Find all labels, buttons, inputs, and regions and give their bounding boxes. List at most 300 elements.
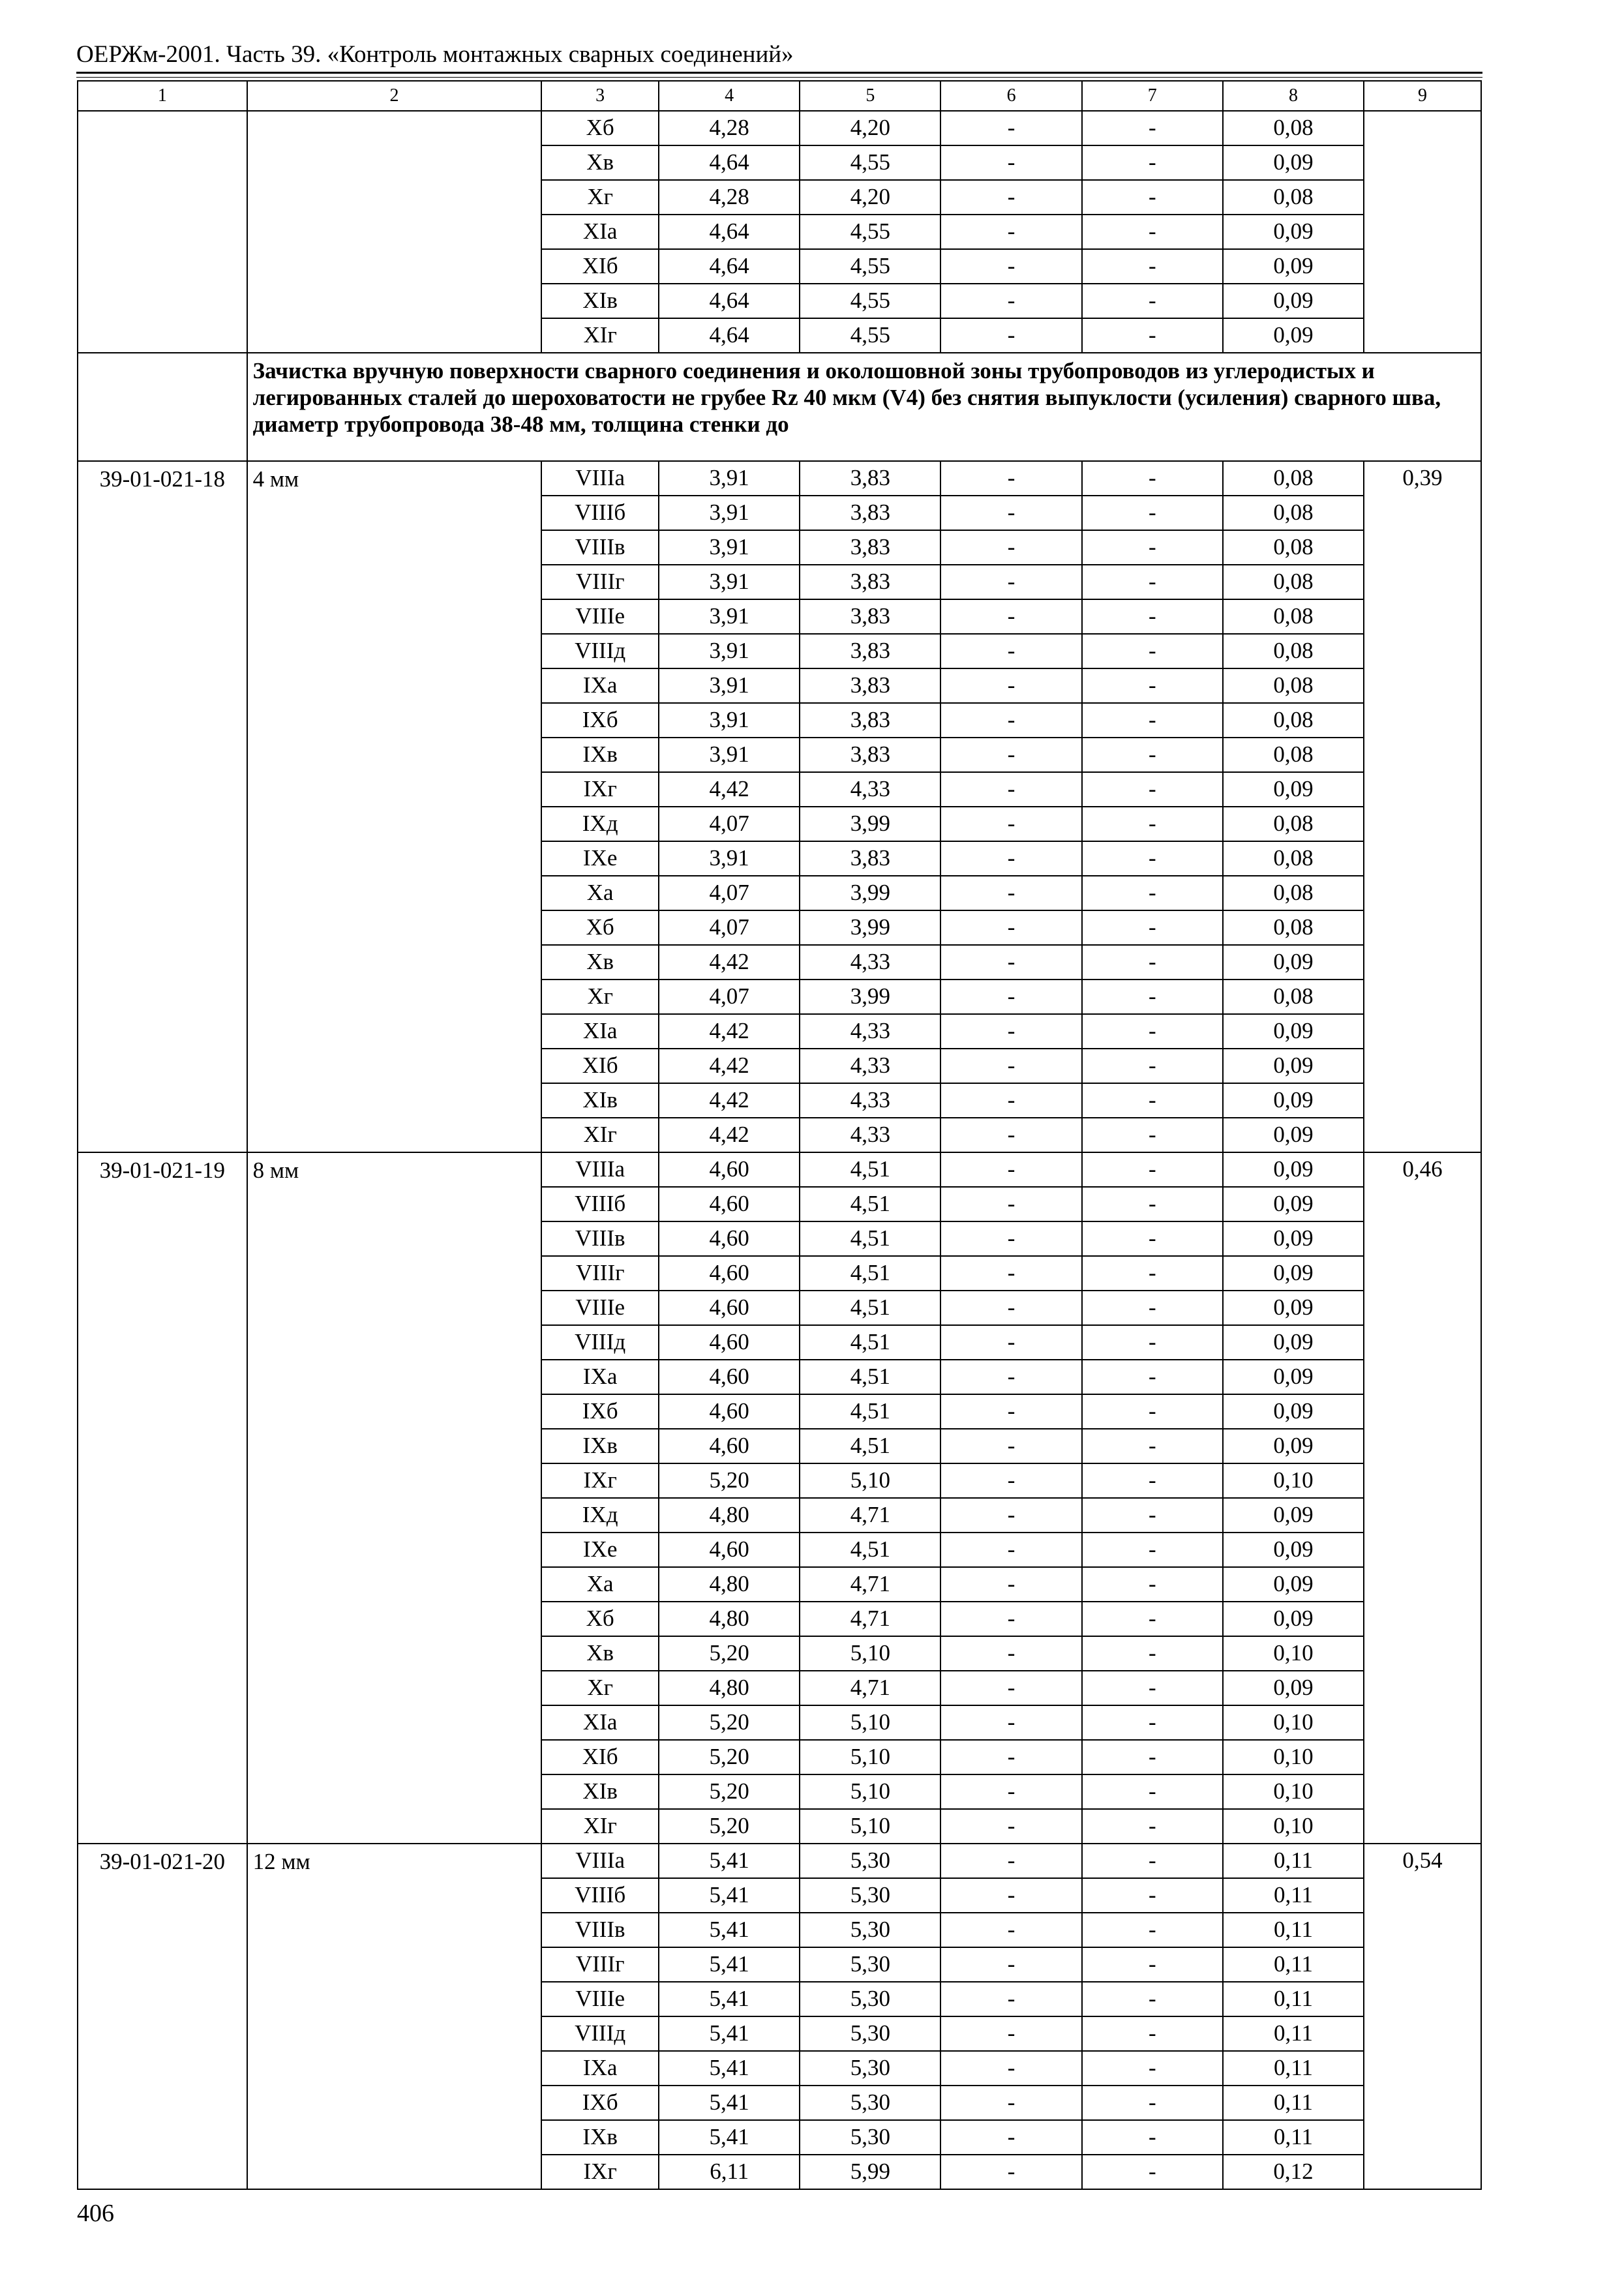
cell-col-3: VIIIе [541,1982,659,2016]
cell-col-3: Xг [541,1671,659,1705]
cell-col-3: Xб [541,1602,659,1636]
cell-col-5: 4,20 [800,180,940,215]
cell-col-5: 4,71 [800,1602,940,1636]
cell-col-8: 0,09 [1223,1256,1364,1291]
cell-col-3: IXг [541,772,659,807]
cell-col-7: - [1082,1913,1223,1947]
cell-col-7: - [1082,1498,1223,1533]
cell-col-6: - [940,1498,1081,1533]
cell-col-3: IXд [541,807,659,841]
cell-col-8: 0,11 [1223,2051,1364,2086]
cell-col-6: - [940,772,1081,807]
cell-col-4: 4,60 [659,1533,800,1567]
cell-col-6: - [940,1705,1081,1740]
cell-col-4: 5,41 [659,1844,800,1878]
cell-col-6: - [940,634,1081,668]
cell-col-3: IXв [541,738,659,772]
column-number: 7 [1082,81,1223,111]
cell-col-6: - [940,1602,1081,1636]
cell-col-8: 0,09 [1223,1498,1364,1533]
cell-col-7: - [1082,910,1223,945]
cell-col-7: - [1082,1325,1223,1360]
cell-col-3: VIIIв [541,1913,659,1947]
cell-col-4: 3,91 [659,703,800,738]
column-number: 8 [1223,81,1364,111]
cell-col-3: XIг [541,1809,659,1844]
cell-col-7: - [1082,807,1223,841]
cell-col-5: 5,30 [800,2016,940,2051]
cell-col-7: - [1082,461,1223,496]
cell-col-7: - [1082,145,1223,180]
col9-value: 0,46 [1364,1152,1481,1844]
cell-col-5: 4,51 [800,1152,940,1187]
cell-col-3: IXа [541,1360,659,1394]
col9-value: 0,54 [1364,1844,1481,2189]
cell-col-5: 3,83 [800,530,940,565]
cell-col-8: 0,10 [1223,1636,1364,1671]
cell-col-6: - [940,1014,1081,1049]
cell-col-6: - [940,1982,1081,2016]
cell-col-6: - [940,841,1081,876]
cell-col-4: 4,60 [659,1429,800,1463]
cell-col-6: - [940,1049,1081,1083]
cell-col-5: 5,10 [800,1463,940,1498]
cell-col-4: 5,41 [659,2051,800,2086]
cell-col-7: - [1082,1844,1223,1878]
cell-col-7: - [1082,668,1223,703]
cell-col-4: 5,20 [659,1809,800,1844]
cell-col-4: 5,20 [659,1463,800,1498]
cell-col-6: - [940,1118,1081,1152]
cell-col-6: - [940,945,1081,980]
cell-col-4: 4,60 [659,1325,800,1360]
cell-col-7: - [1082,1083,1223,1118]
cell-col-7: - [1082,1740,1223,1774]
cell-col-4: 5,20 [659,1636,800,1671]
wall-thickness: 12 мм [247,1844,542,2189]
cell-col-4: 4,42 [659,1083,800,1118]
cell-col-5: 4,20 [800,111,940,145]
cell-col-6: - [940,180,1081,215]
cell-col-3: VIIIа [541,1844,659,1878]
cell-col-5: 5,30 [800,1982,940,2016]
cell-col-8: 0,08 [1223,496,1364,530]
cell-col-4: 4,42 [659,1049,800,1083]
cell-col-5: 4,71 [800,1498,940,1533]
cell-col-4: 4,07 [659,807,800,841]
cell-col-8: 0,08 [1223,111,1364,145]
cell-col-8: 0,09 [1223,215,1364,249]
cell-col-8: 0,09 [1223,1360,1364,1394]
cell-col-6: - [940,2051,1081,2086]
cell-col-5: 5,30 [800,1913,940,1947]
cell-col-5: 3,83 [800,599,940,634]
cell-col-5: 4,55 [800,145,940,180]
norm-code: 39-01-021-20 [78,1844,247,2189]
cell-col-4: 4,64 [659,284,800,318]
cell-col-7: - [1082,284,1223,318]
cell-col-3: Xв [541,945,659,980]
cell-col-4: 4,28 [659,180,800,215]
cell-col-5: 3,83 [800,565,940,599]
column-number: 2 [247,81,542,111]
cell-col-7: - [1082,1982,1223,2016]
cell-col-4: 3,91 [659,530,800,565]
cell-col-7: - [1082,2016,1223,2051]
cell-col-7: - [1082,1394,1223,1429]
cell-col-4: 4,64 [659,145,800,180]
cell-col-5: 4,55 [800,284,940,318]
cell-col-8: 0,09 [1223,1049,1364,1083]
cell-col-5: 4,55 [800,215,940,249]
cell-col-3: XIв [541,1083,659,1118]
cell-col-6: - [940,1636,1081,1671]
cell-col-8: 0,11 [1223,1844,1364,1878]
cell-col-6: - [940,1533,1081,1567]
cell-col-6: - [940,703,1081,738]
cell-col-5: 3,99 [800,910,940,945]
cell-col-7: - [1082,1221,1223,1256]
cell-col-6: - [940,249,1081,284]
cell-col-3: VIIIб [541,1878,659,1913]
cell-col-4: 4,42 [659,945,800,980]
cell-col-8: 0,10 [1223,1463,1364,1498]
cell-col-4: 4,28 [659,111,800,145]
cell-col-3: Xв [541,145,659,180]
cell-col-7: - [1082,980,1223,1014]
cell-col-7: - [1082,1705,1223,1740]
cell-col-3: XIб [541,1740,659,1774]
cell-col-7: - [1082,2120,1223,2155]
cell-col-8: 0,11 [1223,2016,1364,2051]
cell-col-7: - [1082,1187,1223,1221]
cell-col-3: VIIIг [541,1947,659,1982]
cell-col-4: 3,91 [659,841,800,876]
cell-col-3: IXв [541,1429,659,1463]
cell-col-7: - [1082,703,1223,738]
cell-col-6: - [940,530,1081,565]
cell-col-4: 4,80 [659,1602,800,1636]
cell-col-3: IXа [541,2051,659,2086]
cell-col-5: 3,83 [800,668,940,703]
cell-col-5: 5,10 [800,1705,940,1740]
cell-col-3: VIIIв [541,530,659,565]
cell-col-4: 6,11 [659,2155,800,2189]
cell-col-6: - [940,1913,1081,1947]
cell-col-5: 3,83 [800,841,940,876]
cell-col-5: 5,30 [800,1844,940,1878]
cell-col-5: 3,83 [800,634,940,668]
cell-col-3: VIIIд [541,634,659,668]
cell-col-4: 5,20 [659,1740,800,1774]
column-number: 4 [659,81,800,111]
cell-col-4: 4,07 [659,910,800,945]
cell-col-8: 0,08 [1223,180,1364,215]
cell-col-8: 0,09 [1223,945,1364,980]
cell-col-3: XIа [541,215,659,249]
cell-col-7: - [1082,599,1223,634]
cell-col-7: - [1082,1360,1223,1394]
cell-col-8: 0,09 [1223,145,1364,180]
cell-col-6: - [940,1325,1081,1360]
cell-col-4: 3,91 [659,461,800,496]
cell-col-7: - [1082,1014,1223,1049]
cell-col-6: - [940,1394,1081,1429]
norm-code: 39-01-021-18 [78,461,247,1152]
blank-code-cell [78,111,247,353]
cell-col-7: - [1082,1809,1223,1844]
cell-col-5: 4,51 [800,1291,940,1325]
cell-col-4: 4,80 [659,1498,800,1533]
cell-col-4: 3,91 [659,668,800,703]
cell-col-8: 0,08 [1223,461,1364,496]
cell-col-3: XIа [541,1705,659,1740]
cell-col-6: - [940,738,1081,772]
cell-col-5: 4,51 [800,1533,940,1567]
cell-col-5: 3,83 [800,461,940,496]
cell-col-4: 3,91 [659,634,800,668]
header-rule-thin [76,77,1482,78]
cell-col-3: VIIIг [541,565,659,599]
cell-col-6: - [940,565,1081,599]
cell-col-6: - [940,1221,1081,1256]
cell-col-4: 4,60 [659,1360,800,1394]
column-number: 3 [541,81,659,111]
cell-col-7: - [1082,2051,1223,2086]
cell-col-5: 4,51 [800,1325,940,1360]
cell-col-8: 0,09 [1223,318,1364,353]
column-number: 6 [940,81,1081,111]
cell-col-8: 0,10 [1223,1809,1364,1844]
page-number: 406 [77,2200,114,2227]
cell-col-6: - [940,1844,1081,1878]
cell-col-8: 0,09 [1223,1083,1364,1118]
cell-col-5: 5,10 [800,1774,940,1809]
cell-col-4: 3,91 [659,496,800,530]
cell-col-8: 0,08 [1223,634,1364,668]
cell-col-5: 5,30 [800,1878,940,1913]
cell-col-8: 0,09 [1223,1429,1364,1463]
table-row [78,1844,1481,1878]
column-number: 1 [78,81,247,111]
cell-col-8: 0,11 [1223,2086,1364,2120]
cell-col-7: - [1082,1947,1223,1982]
cell-col-4: 4,64 [659,249,800,284]
cell-col-8: 0,11 [1223,1947,1364,1982]
cell-col-5: 4,51 [800,1221,940,1256]
cell-col-7: - [1082,2155,1223,2189]
cell-col-4: 5,41 [659,1982,800,2016]
norm-code: 39-01-021-19 [78,1152,247,1844]
cell-col-8: 0,09 [1223,1533,1364,1567]
cell-col-4: 4,42 [659,1118,800,1152]
cell-col-3: VIIIв [541,1221,659,1256]
cell-col-3: Xа [541,1567,659,1602]
cell-col-3: VIIIа [541,1152,659,1187]
cell-col-7: - [1082,772,1223,807]
cell-col-3: IXд [541,1498,659,1533]
cell-col-3: IXа [541,668,659,703]
cell-col-8: 0,08 [1223,565,1364,599]
cell-col-3: XIб [541,249,659,284]
cell-col-8: 0,10 [1223,1740,1364,1774]
cell-col-4: 3,91 [659,738,800,772]
cell-col-4: 4,42 [659,1014,800,1049]
cell-col-7: - [1082,180,1223,215]
cell-col-6: - [940,1187,1081,1221]
cell-col-7: - [1082,634,1223,668]
cell-col-7: - [1082,1602,1223,1636]
heading-code-cell [78,353,247,461]
cell-col-6: - [940,2016,1081,2051]
cell-col-5: 3,99 [800,980,940,1014]
cell-col-3: VIIIд [541,2016,659,2051]
cell-col-7: - [1082,876,1223,910]
cell-col-4: 4,64 [659,318,800,353]
cell-col-3: IXе [541,841,659,876]
cell-col-3: IXб [541,1394,659,1429]
cell-col-3: VIIIе [541,1291,659,1325]
cell-col-7: - [1082,1774,1223,1809]
cell-col-3: Xб [541,111,659,145]
col9-value: 0,39 [1364,461,1481,1152]
cell-col-4: 5,41 [659,1913,800,1947]
cell-col-7: - [1082,1291,1223,1325]
cell-col-6: - [940,1740,1081,1774]
section-heading: Зачистка вручную поверхности сварного соединения и околошовной зоны трубопроводов из углеродистых и легированных сталей до шероховатости не грубее Rz 40 мкм (V4) без снятия выпуклости (усиления) сварного шва, диаметр трубопровода 38-48 мм, толщина стенки до [247,353,1481,461]
cell-col-8: 0,08 [1223,530,1364,565]
column-number-row [78,81,1481,111]
cell-col-8: 0,09 [1223,1394,1364,1429]
table-row [78,111,1481,145]
cell-col-4: 5,41 [659,2120,800,2155]
cell-col-3: Xг [541,980,659,1014]
cell-col-6: - [940,1567,1081,1602]
cell-col-6: - [940,111,1081,145]
page-header-title: ОЕРЖм-2001. Часть 39. «Контроль монтажных сварных соединений» [76,41,794,68]
cell-col-3: IXб [541,2086,659,2120]
cell-col-5: 4,33 [800,945,940,980]
cell-col-6: - [940,1152,1081,1187]
cell-col-4: 4,60 [659,1291,800,1325]
cell-col-3: Xа [541,876,659,910]
table-row [78,461,1481,496]
cell-col-8: 0,11 [1223,1913,1364,1947]
cell-col-5: 5,99 [800,2155,940,2189]
cell-col-6: - [940,318,1081,353]
cell-col-5: 4,33 [800,1118,940,1152]
cell-col-6: - [940,496,1081,530]
cell-col-7: - [1082,1567,1223,1602]
cell-col-4: 4,80 [659,1567,800,1602]
cell-col-7: - [1082,1463,1223,1498]
cell-col-4: 3,91 [659,565,800,599]
cell-col-5: 3,83 [800,703,940,738]
cell-col-6: - [940,215,1081,249]
cell-col-6: - [940,1671,1081,1705]
cell-col-6: - [940,145,1081,180]
wall-thickness: 4 мм [247,461,542,1152]
cell-col-4: 4,07 [659,980,800,1014]
cell-col-5: 5,30 [800,1947,940,1982]
cell-col-8: 0,08 [1223,703,1364,738]
cell-col-8: 0,11 [1223,1878,1364,1913]
cell-col-6: - [940,1463,1081,1498]
cell-col-3: IXг [541,2155,659,2189]
cell-col-3: XIв [541,1774,659,1809]
cell-col-8: 0,08 [1223,807,1364,841]
cell-col-8: 0,09 [1223,1567,1364,1602]
cell-col-3: Xб [541,910,659,945]
cell-col-3: VIIIа [541,461,659,496]
cell-col-4: 5,20 [659,1774,800,1809]
cell-col-5: 3,99 [800,807,940,841]
cell-col-5: 5,10 [800,1636,940,1671]
cell-col-5: 4,33 [800,1049,940,1083]
cell-col-5: 4,33 [800,772,940,807]
norms-table [77,80,1482,2190]
cell-col-7: - [1082,530,1223,565]
cell-col-7: - [1082,496,1223,530]
cell-col-6: - [940,1360,1081,1394]
cell-col-8: 0,09 [1223,1221,1364,1256]
cell-col-5: 5,30 [800,2051,940,2086]
cell-col-6: - [940,910,1081,945]
cell-col-7: - [1082,1671,1223,1705]
cell-col-4: 3,91 [659,599,800,634]
column-number: 5 [800,81,940,111]
cell-col-8: 0,09 [1223,1325,1364,1360]
cell-col-7: - [1082,1152,1223,1187]
cell-col-7: - [1082,1429,1223,1463]
cell-col-7: - [1082,249,1223,284]
cell-col-7: - [1082,1256,1223,1291]
cell-col-8: 0,11 [1223,1982,1364,2016]
cell-col-5: 4,71 [800,1567,940,1602]
cell-col-5: 5,30 [800,2086,940,2120]
cell-col-4: 5,41 [659,2086,800,2120]
cell-col-3: VIIIб [541,496,659,530]
cell-col-3: XIв [541,284,659,318]
cell-col-8: 0,09 [1223,1187,1364,1221]
cell-col-5: 4,55 [800,249,940,284]
cell-col-6: - [940,284,1081,318]
cell-col-4: 4,60 [659,1394,800,1429]
cell-col-7: - [1082,1636,1223,1671]
cell-col-6: - [940,1291,1081,1325]
cell-col-3: Xв [541,1636,659,1671]
cell-col-4: 4,60 [659,1152,800,1187]
cell-col-7: - [1082,1118,1223,1152]
cell-col-7: - [1082,318,1223,353]
cell-col-5: 4,33 [800,1014,940,1049]
cell-col-7: - [1082,2086,1223,2120]
cell-col-8: 0,09 [1223,1671,1364,1705]
cell-col-8: 0,08 [1223,910,1364,945]
cell-col-3: XIб [541,1049,659,1083]
cell-col-8: 0,11 [1223,2120,1364,2155]
cell-col-5: 4,71 [800,1671,940,1705]
cell-col-6: - [940,1083,1081,1118]
cell-col-3: VIIIе [541,599,659,634]
cell-col-3: XIг [541,1118,659,1152]
cell-col-8: 0,08 [1223,668,1364,703]
cell-col-6: - [940,1774,1081,1809]
cell-col-5: 4,51 [800,1429,940,1463]
cell-col-5: 4,51 [800,1394,940,1429]
cell-col-4: 5,41 [659,1947,800,1982]
cell-col-4: 4,80 [659,1671,800,1705]
